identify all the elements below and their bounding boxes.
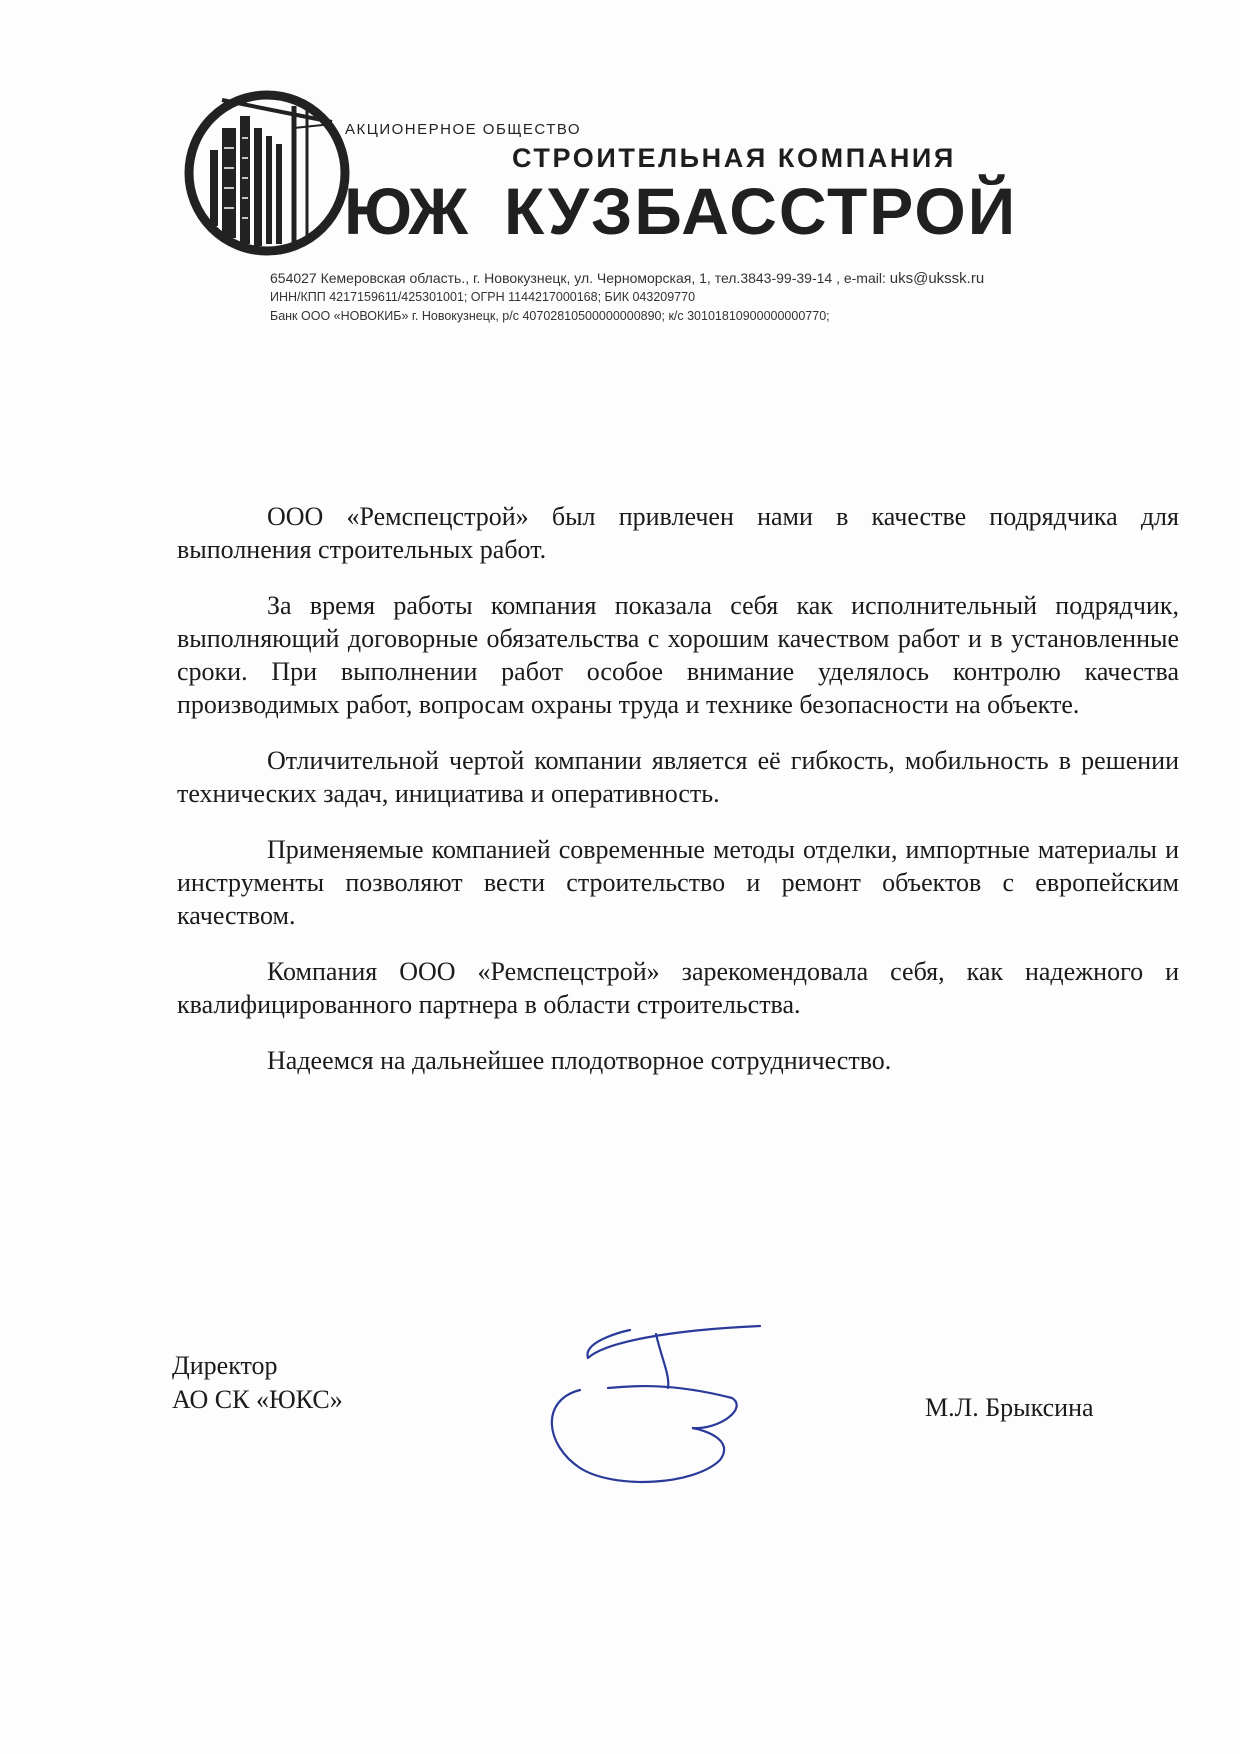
paragraph: За время работы компания показала себя как исполнительный подрядчик, выполняющий договорные обязательства с хорошим качеством работ и в установленные сроки. При выполнении работ особое внимание уделялось контролю качества производимых работ, вопросам охраны труда и технике безопасности на объекте. [177, 591, 1179, 719]
signatory-name: М.Л. Брыксина [925, 1393, 1094, 1422]
paragraph: Отличительной чертой компании является её гибкость, мобильность в решении технических задач, инициатива и оперативность. [177, 746, 1179, 808]
address-text: 654027 Кемеровская область., г. Новокузнецк, ул. Черноморская, 1, тел.3843-99-39-14 , e-mail: [270, 270, 890, 286]
signatory-organization: АО СК «ЮКС» [172, 1385, 343, 1414]
company-logo-icon [182, 88, 352, 258]
paragraph: Компания ООО «Ремспецстрой» зарекомендовала себя, как надежного и квалифицированного партнера в области строительства. [177, 957, 1179, 1019]
bank-details-line: Банк ООО «НОВОКИБ» г. Новокузнецк, р/с 40702810500000000890; к/с 30101810900000000770; [270, 309, 830, 323]
signatory-title [172, 1349, 343, 1417]
address-line [270, 270, 984, 287]
paragraph: Применяемые компанией современные методы отделки, импортные материалы и инструменты позволяют вести строительство и ремонт объектов с европейским качеством. [177, 835, 1179, 930]
paragraph: ООО «Ремспецстрой» был привлечен нами в качестве подрядчика для выполнения строительных работ. [177, 502, 1179, 564]
org-form-label: АКЦИОНЕРНОЕ ОБЩЕСТВО [345, 121, 582, 138]
email-link[interactable]: uks@ukssk.ru [889, 270, 985, 287]
handwritten-signature-icon [520, 1300, 780, 1500]
company-type-label: СТРОИТЕЛЬНАЯ КОМПАНИЯ [512, 143, 956, 173]
signatory-position: Директор [172, 1351, 278, 1380]
company-name-part2: КУЗБАССТРОЙ [504, 174, 1018, 248]
company-name-part1: ЮЖ [344, 174, 467, 248]
paragraph: Надеемся на дальнейшее плодотворное сотрудничество. [267, 1046, 892, 1075]
letterhead [0, 0, 1240, 340]
letter-body [177, 500, 1179, 1100]
tax-ids-line: ИНН/КПП 4217159611/425301001; ОГРН 1144217000168; БИК 043209770 [270, 290, 696, 304]
